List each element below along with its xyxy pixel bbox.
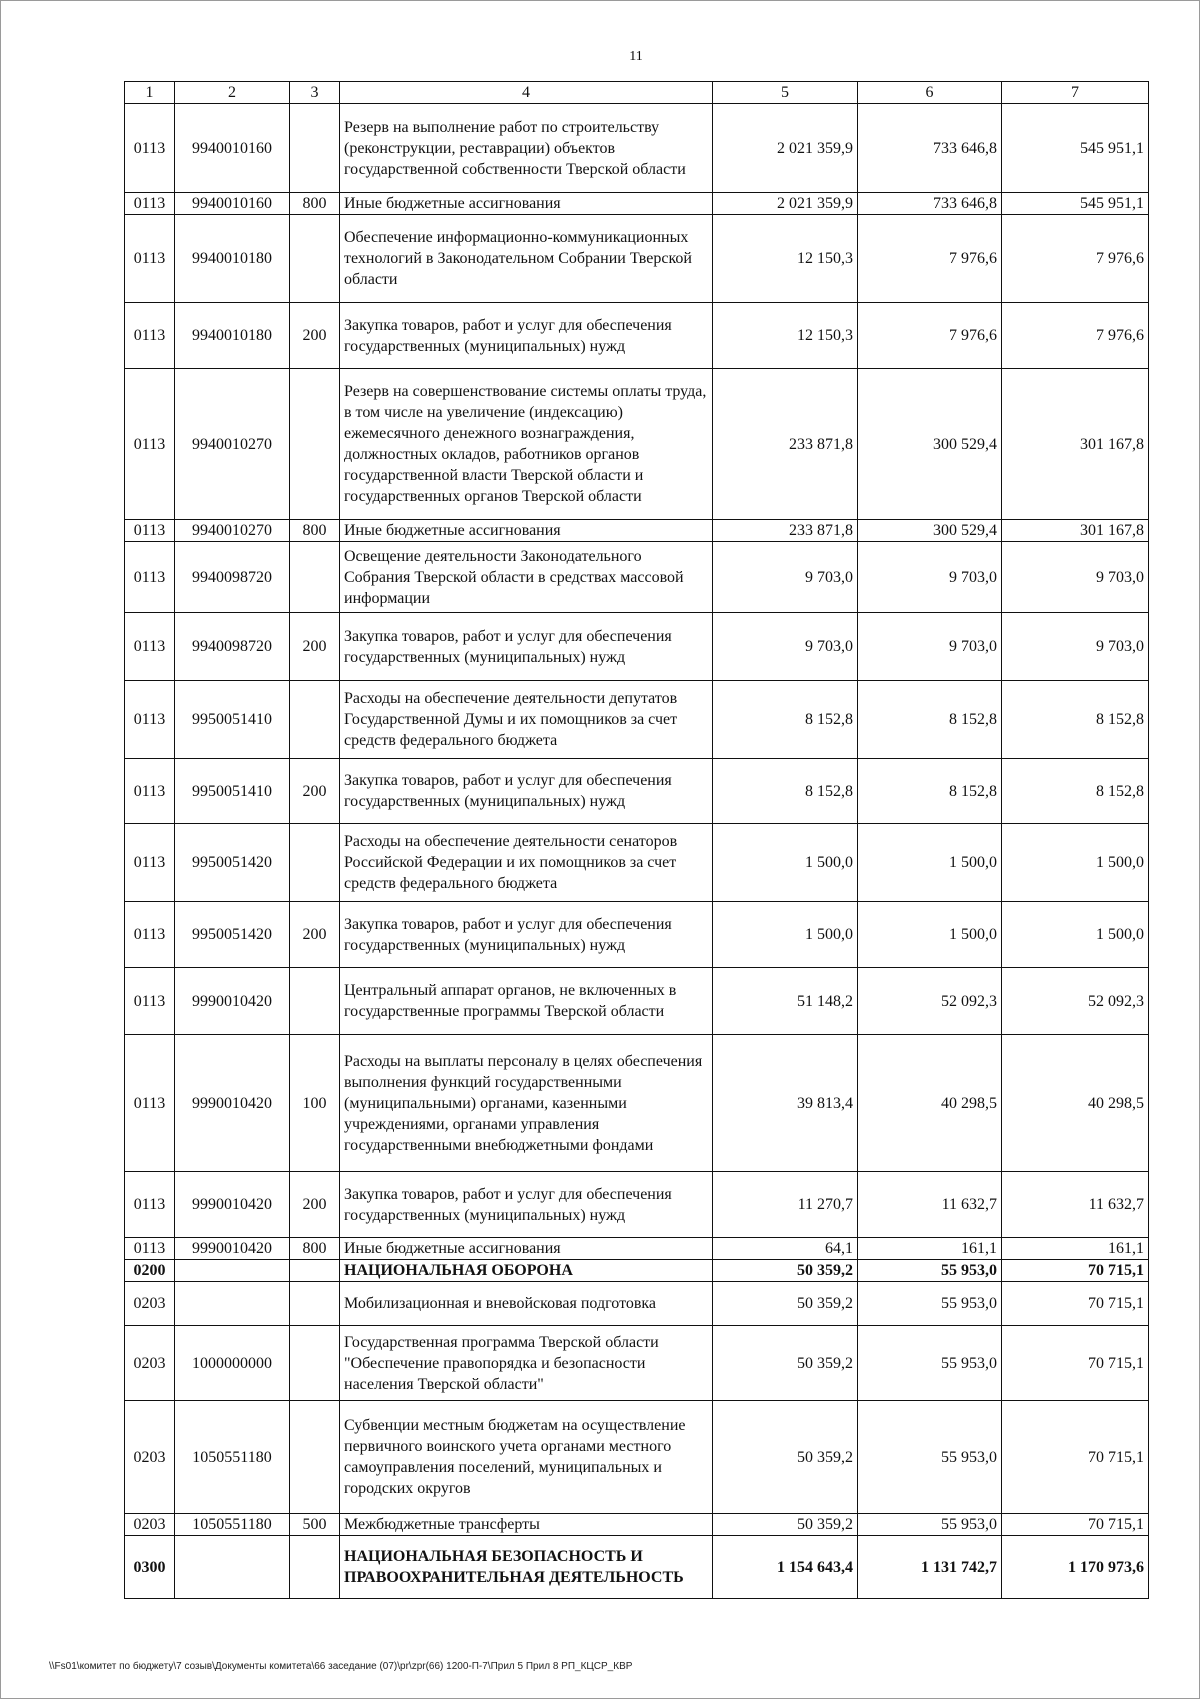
expense-type-code-cell [290,1536,340,1599]
amount-col6-cell: 1 500,0 [858,902,1002,968]
section-code-cell: 0113 [125,104,175,193]
table-row [125,824,1149,902]
expense-type-code-cell [290,215,340,303]
description-cell: Закупка товаров, работ и услуг для обеспечения государственных (муниципальных) нужд [340,613,713,681]
target-article-code-cell: 9940010270 [175,369,290,520]
amount-col7-cell: 8 152,8 [1002,681,1149,759]
amount-col6-cell: 55 953,0 [858,1326,1002,1401]
section-code-cell: 0113 [125,1172,175,1238]
amount-col7-cell: 161,1 [1002,1238,1149,1260]
description-cell: Центральный аппарат органов, не включенных в государственные программы Тверской области [340,968,713,1035]
amount-col5-cell: 2 021 359,9 [713,193,858,215]
amount-col5-cell: 12 150,3 [713,303,858,369]
amount-col5-cell: 64,1 [713,1238,858,1260]
table-row [125,193,1149,215]
amount-col5-cell: 50 359,2 [713,1326,858,1401]
amount-col6-cell: 55 953,0 [858,1260,1002,1282]
expense-type-code-cell: 200 [290,303,340,369]
section-code-cell: 0113 [125,369,175,520]
amount-col5-cell: 50 359,2 [713,1260,858,1282]
amount-col5-cell: 1 500,0 [713,824,858,902]
description-cell: Закупка товаров, работ и услуг для обеспечения государственных (муниципальных) нужд [340,759,713,824]
amount-col5-cell: 50 359,2 [713,1401,858,1514]
expense-type-code-cell: 500 [290,1514,340,1536]
table-row [125,303,1149,369]
column-number-header [125,82,1149,104]
amount-col7-cell: 70 715,1 [1002,1514,1149,1536]
amount-col6-cell: 1 131 742,7 [858,1536,1002,1599]
description-cell: Субвенции местным бюджетам на осуществление первичного воинского учета органами местного самоуправления поселений, муниципальных и городских округов [340,1401,713,1514]
amount-col7-cell: 301 167,8 [1002,520,1149,542]
section-code-cell: 0113 [125,215,175,303]
description-cell: Расходы на обеспечение деятельности депутатов Государственной Думы и их помощников за счет средств федерального бюджета [340,681,713,759]
description-cell: Резерв на выполнение работ по строительству (реконструкции, реставрации) объектов государственной собственности Тверской области [340,104,713,193]
amount-col7-cell: 545 951,1 [1002,193,1149,215]
section-code-cell: 0203 [125,1282,175,1326]
table-row [125,1514,1149,1536]
amount-col7-cell: 7 976,6 [1002,215,1149,303]
amount-col7-cell: 1 170 973,6 [1002,1536,1149,1599]
section-code-cell: 0113 [125,613,175,681]
section-code-cell: 0113 [125,902,175,968]
amount-col7-cell: 1 500,0 [1002,824,1149,902]
file-path-footer: \\Fs01\комитет по бюджету\7 созыв\Документы комитета\66 заседание (07)\pr\zpr(66) 1200-П-7\Прил 5 Прил 8 РП_КЦСР_КВР [49,1661,633,1672]
amount-col6-cell: 52 092,3 [858,968,1002,1035]
expense-type-code-cell: 200 [290,613,340,681]
column-header: 3 [290,82,340,104]
target-article-code-cell: 9940010180 [175,215,290,303]
table-row [125,520,1149,542]
table-row [125,681,1149,759]
amount-col6-cell: 55 953,0 [858,1401,1002,1514]
expense-type-code-cell [290,369,340,520]
description-cell: Закупка товаров, работ и услуг для обеспечения государственных (муниципальных) нужд [340,902,713,968]
section-code-cell: 0113 [125,303,175,369]
target-article-code-cell: 9940010160 [175,193,290,215]
amount-col5-cell: 2 021 359,9 [713,104,858,193]
amount-col6-cell: 300 529,4 [858,369,1002,520]
amount-col7-cell: 545 951,1 [1002,104,1149,193]
amount-col5-cell: 51 148,2 [713,968,858,1035]
table-row [125,759,1149,824]
target-article-code-cell: 9990010420 [175,1035,290,1172]
section-code-cell: 0113 [125,824,175,902]
amount-col6-cell: 9 703,0 [858,542,1002,613]
expense-type-code-cell: 100 [290,1035,340,1172]
amount-col5-cell: 50 359,2 [713,1514,858,1536]
target-article-code-cell: 1050551180 [175,1401,290,1514]
description-cell: Закупка товаров, работ и услуг для обеспечения государственных (муниципальных) нужд [340,1172,713,1238]
section-code-cell: 0113 [125,968,175,1035]
target-article-code-cell [175,1536,290,1599]
table-row [125,215,1149,303]
column-header: 6 [858,82,1002,104]
column-header: 2 [175,82,290,104]
section-code-cell: 0113 [125,759,175,824]
amount-col5-cell: 50 359,2 [713,1282,858,1326]
expense-type-code-cell [290,542,340,613]
expense-type-code-cell: 200 [290,902,340,968]
amount-col6-cell: 300 529,4 [858,520,1002,542]
target-article-code-cell: 9950051410 [175,681,290,759]
table-row [125,902,1149,968]
section-code-cell: 0113 [125,1035,175,1172]
description-cell: Иные бюджетные ассигнования [340,1238,713,1260]
description-cell: Иные бюджетные ассигнования [340,193,713,215]
description-cell: Обеспечение информационно-коммуникационных технологий в Законодательном Собрании Тверской области [340,215,713,303]
amount-col6-cell: 7 976,6 [858,303,1002,369]
amount-col5-cell: 233 871,8 [713,369,858,520]
section-code-cell: 0113 [125,542,175,613]
section-code-cell: 0300 [125,1536,175,1599]
amount-col6-cell: 40 298,5 [858,1035,1002,1172]
amount-col6-cell: 733 646,8 [858,193,1002,215]
expense-type-code-cell [290,1282,340,1326]
amount-col7-cell: 70 715,1 [1002,1260,1149,1282]
target-article-code-cell: 9990010420 [175,968,290,1035]
amount-col6-cell: 8 152,8 [858,759,1002,824]
amount-col6-cell: 55 953,0 [858,1514,1002,1536]
expense-type-code-cell [290,1326,340,1401]
amount-col7-cell: 301 167,8 [1002,369,1149,520]
amount-col7-cell: 40 298,5 [1002,1035,1149,1172]
expense-type-code-cell: 800 [290,193,340,215]
table-row [125,104,1149,193]
amount-col7-cell: 7 976,6 [1002,303,1149,369]
table-row [125,613,1149,681]
target-article-code-cell [175,1260,290,1282]
target-article-code-cell: 9940098720 [175,613,290,681]
amount-col5-cell: 233 871,8 [713,520,858,542]
expense-type-code-cell [290,968,340,1035]
amount-col6-cell: 8 152,8 [858,681,1002,759]
description-cell: Резерв на совершенствование системы оплаты труда, в том числе на увеличение (индексацию) ежемесячного денежного вознаграждения, должностных окладов, работников органов государственной власти Тверской области и государственных органов Тверской области [340,369,713,520]
table-row [125,1282,1149,1326]
expense-type-code-cell: 800 [290,520,340,542]
target-article-code-cell: 1000000000 [175,1326,290,1401]
table-row [125,1536,1149,1599]
amount-col7-cell: 52 092,3 [1002,968,1149,1035]
section-code-cell: 0203 [125,1401,175,1514]
table-row [125,542,1149,613]
expense-type-code-cell [290,824,340,902]
target-article-code-cell: 9940098720 [175,542,290,613]
description-cell: Мобилизационная и вневойсковая подготовка [340,1282,713,1326]
expense-type-code-cell: 200 [290,759,340,824]
amount-col6-cell: 55 953,0 [858,1282,1002,1326]
target-article-code-cell: 9940010160 [175,104,290,193]
amount-col5-cell: 8 152,8 [713,681,858,759]
description-cell: Межбюджетные трансферты [340,1514,713,1536]
expense-type-code-cell: 800 [290,1238,340,1260]
section-code-cell: 0113 [125,193,175,215]
section-code-cell: 0113 [125,520,175,542]
target-article-code-cell: 9990010420 [175,1172,290,1238]
expense-type-code-cell [290,104,340,193]
table-row [125,1035,1149,1172]
section-code-cell: 0203 [125,1326,175,1401]
expense-type-code-cell: 200 [290,1172,340,1238]
amount-col6-cell: 1 500,0 [858,824,1002,902]
amount-col7-cell: 1 500,0 [1002,902,1149,968]
target-article-code-cell: 9950051420 [175,824,290,902]
description-cell: НАЦИОНАЛЬНАЯ БЕЗОПАСНОСТЬ И ПРАВООХРАНИТЕЛЬНАЯ ДЕЯТЕЛЬНОСТЬ [340,1536,713,1599]
amount-col6-cell: 161,1 [858,1238,1002,1260]
section-code-cell: 0200 [125,1260,175,1282]
amount-col5-cell: 9 703,0 [713,613,858,681]
table-row [125,1326,1149,1401]
target-article-code-cell: 9940010270 [175,520,290,542]
amount-col5-cell: 1 500,0 [713,902,858,968]
amount-col7-cell: 70 715,1 [1002,1282,1149,1326]
target-article-code-cell: 9950051420 [175,902,290,968]
section-code-cell: 0203 [125,1514,175,1536]
table-row [125,1401,1149,1514]
description-cell: Государственная программа Тверской области "Обеспечение правопорядка и безопасности населения Тверской области" [340,1326,713,1401]
column-header: 1 [125,82,175,104]
amount-col7-cell: 9 703,0 [1002,613,1149,681]
expense-type-code-cell [290,681,340,759]
page-number: 11 [629,49,643,64]
description-cell: Иные бюджетные ассигнования [340,520,713,542]
amount-col5-cell: 8 152,8 [713,759,858,824]
table-row [125,968,1149,1035]
description-cell: Расходы на выплаты персоналу в целях обеспечения выполнения функций государственными (муниципальными) органами, казенными учреждениями, органами управления государственными внебюджетными фондами [340,1035,713,1172]
amount-col6-cell: 7 976,6 [858,215,1002,303]
target-article-code-cell: 9990010420 [175,1238,290,1260]
target-article-code-cell: 9940010180 [175,303,290,369]
amount-col7-cell: 9 703,0 [1002,542,1149,613]
table-row [125,369,1149,520]
amount-col5-cell: 1 154 643,4 [713,1536,858,1599]
amount-col5-cell: 11 270,7 [713,1172,858,1238]
target-article-code-cell: 1050551180 [175,1514,290,1536]
amount-col5-cell: 12 150,3 [713,215,858,303]
section-code-cell: 0113 [125,681,175,759]
description-cell: НАЦИОНАЛЬНАЯ ОБОРОНА [340,1260,713,1282]
amount-col6-cell: 11 632,7 [858,1172,1002,1238]
expense-type-code-cell [290,1260,340,1282]
expense-type-code-cell [290,1401,340,1514]
amount-col7-cell: 70 715,1 [1002,1326,1149,1401]
target-article-code-cell: 9950051410 [175,759,290,824]
description-cell: Освещение деятельности Законодательного Собрания Тверской области в средствах массовой информации [340,542,713,613]
amount-col5-cell: 39 813,4 [713,1035,858,1172]
description-cell: Расходы на обеспечение деятельности сенаторов Российской Федерации и их помощников за счет средств федерального бюджета [340,824,713,902]
description-cell: Закупка товаров, работ и услуг для обеспечения государственных (муниципальных) нужд [340,303,713,369]
column-header: 5 [713,82,858,104]
amount-col5-cell: 9 703,0 [713,542,858,613]
budget-table [124,81,1149,1599]
amount-col7-cell: 70 715,1 [1002,1401,1149,1514]
section-code-cell: 0113 [125,1238,175,1260]
table-row [125,1260,1149,1282]
target-article-code-cell [175,1282,290,1326]
amount-col7-cell: 8 152,8 [1002,759,1149,824]
table-row [125,1172,1149,1238]
amount-col6-cell: 733 646,8 [858,104,1002,193]
column-header: 7 [1002,82,1149,104]
amount-col7-cell: 11 632,7 [1002,1172,1149,1238]
column-header: 4 [340,82,713,104]
table-row [125,1238,1149,1260]
amount-col6-cell: 9 703,0 [858,613,1002,681]
